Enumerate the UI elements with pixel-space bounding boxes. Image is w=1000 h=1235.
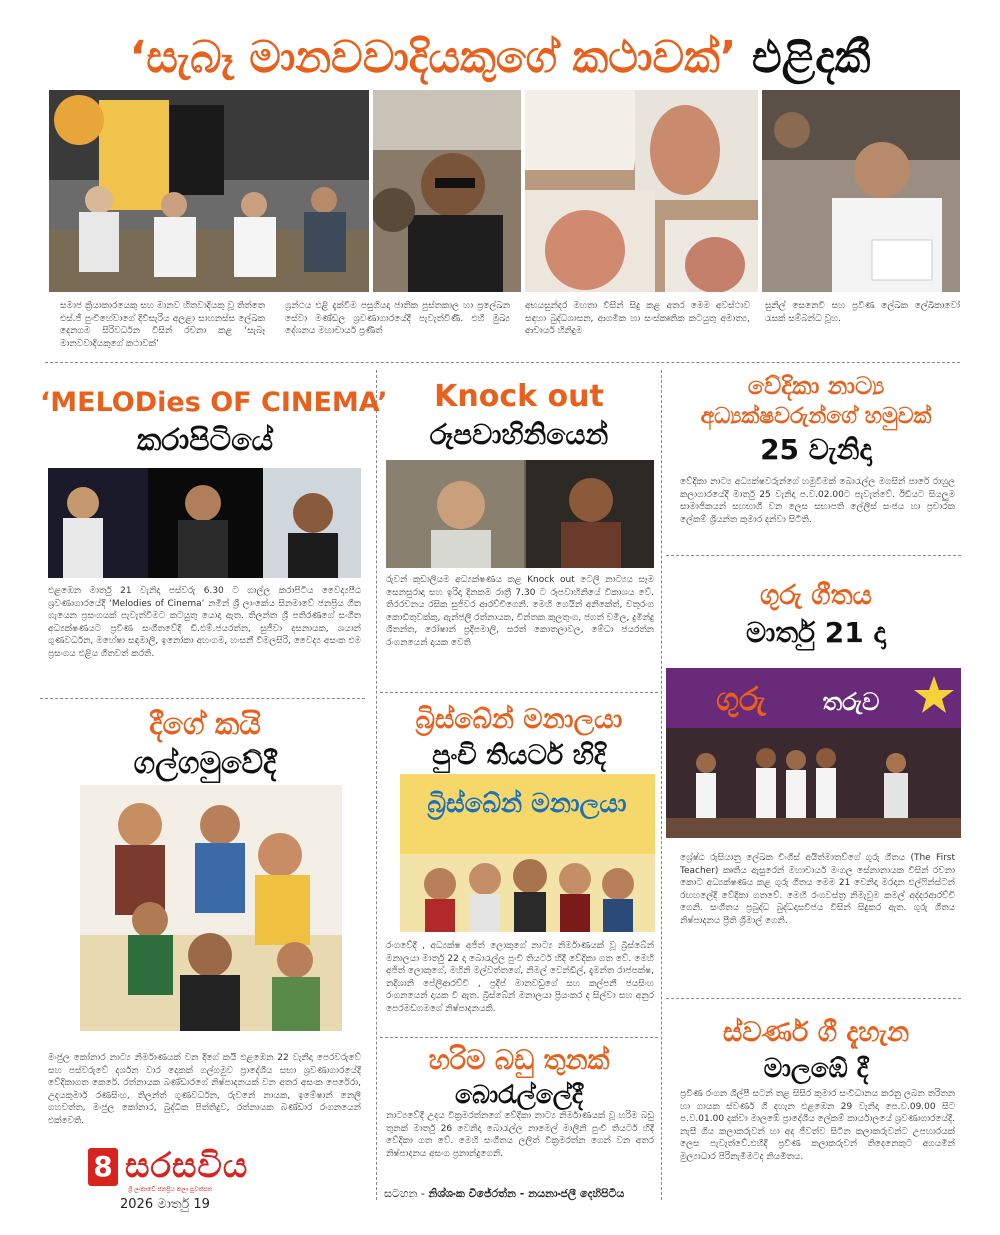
credits: [384, 1187, 624, 1201]
credits-label: සටහන -: [384, 1187, 429, 1200]
vedika-title-orange-1: වේදිකා නාට්‍ය: [747, 372, 885, 400]
headline-rest: එළිදකී: [751, 32, 871, 83]
top-caption-2: ග්‍රන්ථය එළි දැක්වීම පසුගියදා ජාතික පුස්තකාල හා ප්‍රලේඛන සේවා මණ්ඩල ශ්‍රවණාගාරයේදී පැවැත්විණි. එහි මුඛ්‍ය දේශනය මහාචාර්ය ප්‍රණීත්: [285, 301, 510, 336]
top-caption-3: අභයසුන්දර මහතා විසින් සිදු කළ අතර මෙම අවස්ථාව සඳහා බුද්ධශාසන, ආගමික හා සංස්කෘතික කටයුතු අමාත්‍ය, ආචාර්ය හිනිදුම: [525, 301, 750, 336]
vedika-title-orange-2: අධ්‍යක්ෂවරුන්ගේ හමුවක්: [700, 404, 932, 429]
guru-banner-white: තරුව: [822, 688, 880, 716]
swarna-heading: [666, 1015, 966, 1087]
page-number-badge: 8: [88, 1148, 118, 1186]
headline-quoted: ‘සැබෑ මානවවාදියකුගේ කථාවක්’: [129, 32, 737, 83]
knockout-heading: [380, 378, 658, 454]
divider-vedika: [666, 555, 961, 556]
photo-dige-kai-poster: [80, 785, 342, 1031]
divider-melodies: [40, 698, 365, 699]
knockout-body: රුවන් කුඩාලියම අධ්‍යක්ෂණය කළ Knock out ටෙලි නාට්‍යය සෑම සෙනසුරාදා සහ ඉරිදා දිනකම රාත්‍රී 7.30 ට රූපවාහිනියේ විකාශය වේ. තිරරචනය රසික සුජිවර ආරච්චිගෙනි. මෙහි ගෙයින් අනිකේත්, චතුරංග කොඩිතුවක්කු, ඇන්ජලී රත්නායක, චින්තක කුලතුංග, ජගත් චමිල, දුමින්දු ශීතන්ත, රෝෂාන් ප්‍රදීපමාලි, සරත් කොතලාවල, මේධා ජයරත්න රංගනයෙන් දායක වෙති: [386, 575, 654, 648]
photo-brisbane-poster: [400, 774, 655, 932]
photo-book-launch-panel: [49, 90, 369, 292]
photo-guru-stage: [666, 668, 961, 838]
photo-speaker: [373, 90, 521, 292]
guru-body: ශ්‍රේෂ්ඨ රුසියානු ලේඛක චිංගීස් අයිත්මාතව්ගේ ගුරු ගීතය (The First Teacher) කෘතිය ඇසුරෙන් මහාචාර්ය මංගල සේනානායක විසින් රචනා කොට අධ්‍යක්ෂණය කළ ගුරු ගීතය මෙම 21 වෙනිදා මරදාන එල්ෆින්ස්ටන් රඟහලේදී වේදිකා ගතවේ. මෙහි රංගවස්ත්‍ර නිමැවුම කමල් අද්දරආරච්චි ගෙනි. සංගීතය ප්‍රබුද්ධ බුද්ධදාසවිජය විසින් සිදුකර ඇත. ගුරු ගීතය නිෂ්පාදනය ප්‍රීති ශ්‍රීමාල් ගෙනි.: [680, 853, 955, 926]
melodies-body: එළඹෙන මාර්තු 21 වැනිදා පස්වරු 6.30 ට ගාල්ල කරාපිටිය වෛද්‍යපීඨ ශ්‍රවණාගාරයේදී ‘Melodies of Cinema’ නමින් ශ්‍රී ලාංකේය සිනමාවේ ජනප්‍රිය ගීත ගැයෙන ප්‍රසංගයක් පැවැත්වීමට කටයුතු යොදා ඇත. තිලන්ත ශ්‍රී පතිරණගේ සංගීත අධ්‍යක්ෂණයට ප්‍රවීණ සංගීතවේදී ඩී.එම්.ජයරත්න, සුජීවා දසනායක, ශයාන් ගුණවර්ධන, මහේෂා සඳමාලි, ඉනෝකා අහංගම, හංසනී විමලසිරි, වෛද්‍ය අසංක එම ප්‍රසංගය එළිය ගීතවත් කරති.: [48, 586, 361, 659]
top-caption-4: සුනිල් සෙනෙවි සහ ප්‍රවීණ ලේඛක ලේඛිකාවෝ රැසක් සම්බන්ධ වූහ.: [765, 301, 960, 324]
melodies-title-orange: ‘MELODies OF CINEMA’: [40, 387, 388, 418]
vedika-title-black: 25 වැනිදා: [760, 433, 872, 466]
poster-title-line: බ්‍රිස්බේන් මනාලයා: [427, 789, 627, 819]
photo-books-display: [525, 90, 758, 292]
guru-title-orange: ගුරු ගීතය: [760, 580, 872, 611]
paper-tagline: ශ්‍රී ලංකාවේ ජනප්‍රිය කලා පුවත්පත: [128, 1186, 213, 1193]
vedika-heading: [666, 370, 966, 468]
column-divider-left: [376, 370, 377, 1200]
photo-melodies-singers: [48, 468, 361, 578]
knockout-title-black: රූපවාහිනියෙන්: [429, 418, 609, 451]
brisbane-title-orange: බ්‍රිස්බේන් මනාලයා: [415, 704, 623, 735]
photo-author-signing: [762, 90, 960, 292]
divider-guru: [666, 998, 961, 999]
dige-title-black: ගල්ගමුවේදී: [133, 746, 277, 781]
harima-body: නාට්‍යවේදී උදය වික්‍රමරත්නගේ වේදිකා නාට්‍ය නිර්මාණයක් වූ හරිම බඩු තුනක් මාර්තු 26 වෙනිදා බොරැල්ල නාමෙල් මාලිනි පුංචි තියටර් හිදී වේදිකා ගත වේ. මෙහි සංගීතය ලලිත් වික්‍රමරත්න ගෙන් වන අතර නිෂ්පාදනය අසංග ප්‍රනාන්දුගෙනි.: [386, 1111, 654, 1159]
divider-knockout: [380, 692, 658, 693]
paper-logo: සරසවිය: [125, 1146, 249, 1186]
photo-knockout-actors: [386, 460, 654, 568]
guru-title-black: මාර්තු 21 දා: [746, 616, 886, 649]
swarna-title-black: මාලඹේ දී: [763, 1054, 869, 1084]
issue-date: 2026 මාර්තු 19: [120, 1197, 210, 1212]
vedika-body: වේදිකා නාට්‍ය අධ්‍යක්ෂවරුන්ගේ හමුවීමක් බොරැල්ල මගසින් පාරේ රාහුල කලාගාරයේදී මාර්තු 25 වැනිදා ප.ව.02.00ට පැවැත්වේ. ඊඩීයට සියලුම සාමාජිකයන් සහභාගී වන ලෙස සභාපති ලේලීස් සංජය හා ප්‍රචාරක ලේකම් ශ්‍රියන්ත කුමාර දන්වා සිටිති.: [680, 477, 955, 525]
divider-brisbane: [380, 1037, 658, 1038]
swarna-body: ප්‍රවීණ රංගන ශිල්පී සටන් තළ සිසිර කුමාර සංවිධානය කරනු ලබන තරිතන හා ගායක ස්වර්ණ ගී දහැන එළඹෙන 29 වැනිදා පෙ.ව.09.00 සිට ප.ව.01.00 දක්වා මාලඹේ ප්‍රාදේශීය ලේකම් කාර්යාලයේ ශ්‍රවණාගාරයේදී. නැසී ගිය කලාකරුවන් හා අද ජීවත්ව සිටින කලාකරුවන්ට උපහාරයක් ලෙස පැවැත්වේ.එහිදී ප්‍රවීණ කලාකරුවන් තිදෙනෙකුට අගයමින් මුල්‍යාධාර පිරිනැමීමටද නියමිතය.: [680, 1089, 955, 1162]
melodies-title-black: කරාපිටියේ: [136, 423, 274, 458]
harima-title-orange: හරිම බඩු තුනක්: [428, 1045, 610, 1076]
top-caption-1: සමාජ ක්‍රියාකාරයෙකු සහ මානව හිතවාදියකු වූ තිත්තෙ එස්.ජී පුංචිහේවාගේ දිවිසැරිය අලළා සාහනස්ස ලේඛක දෙනගම සිරිවර්ධන විසින් රචනා කළ ‘සැබෑ මානවවාදියකුගේ කථාවක්’: [60, 301, 265, 349]
brisbane-title-black: පුංචි තියටර් හිදි: [432, 740, 606, 771]
dige-body: මංජුල කෝනාර නාට්‍ය නිර්මාණයක් වන දීගේ කයි එළඹෙන 22 වැනිදා පෙරවරුවේ සහ පස්වරුවේ දර්ශන වාර දෙකක් ගල්ගමුව ප්‍රාදේශීය සභා ශ්‍රවණාගාරයේදී වේදිකාගත කෙරේ. රත්නායක බණ්ඩාරගේ නිෂ්පාදනයක් වන අතර අසංක පෙරේරා, උදයකුමාර් රණසිංහ, තිලන්ත් ගුණවර්ධන, රුවනේ නායක, ඉමේෂාන් නෙලී ගහවත්ත, මංජුල කෝනාර, බුද්ධික පිත්තිදුව, රත්නායක බණ්ඩාර රංගනයෙන් එක්වෙති.: [48, 1053, 361, 1126]
melodies-heading: [40, 385, 388, 461]
brisbane-body: රංගවේදී , අධ්‍යක්ෂ අජිත් ලොකුගේ නාට්‍ය නිර්මාණයක් වූ බ්‍රිස්බේන් මනාලයා මාර්තු 22 දා බොරැල්ල පුංචි තියටර් හිදී වේදිකා ගත වේ. මෙහි අජිත් ලොකුගේ, මහිනි මල්වත්තගේ, නිමල් වෙන්ඩිල්, දැමන්ත රාජපක්ෂ, නදිශානි පේලිආරච්චි , ප්‍රදීප් මානවඩුගේ සහ කල්පනී ජයසිංහ රංගනයෙන් දායක වී ඇත. බ්‍රිස්බේන් මනාලයා ප්‍රියංකර ද සිල්වා සහ අනුර පෙරමඩගමගේ නිෂ්පාදනයකි.: [386, 941, 654, 1014]
guru-banner-orange: ගුරු: [716, 680, 766, 718]
knockout-title-orange: Knock out: [434, 379, 604, 414]
brisbane-heading: [380, 702, 658, 774]
column-divider-right: [661, 370, 662, 1200]
harima-heading: [380, 1044, 658, 1112]
credits-names: නිශ්ශංක විජේරත්න - නයනාංජලී දෙහිපිටිය: [428, 1187, 625, 1200]
top-divider: [45, 362, 960, 363]
guru-heading: [666, 578, 966, 652]
dige-title-orange: දීගේ කයි: [149, 707, 261, 742]
swarna-title-orange: ස්වර්ණ ගී දැහැන: [722, 1017, 910, 1048]
dige-heading: [40, 706, 370, 784]
harima-title-black: බොරැල්ලේදී: [455, 1080, 583, 1109]
main-headline: [0, 30, 1000, 86]
